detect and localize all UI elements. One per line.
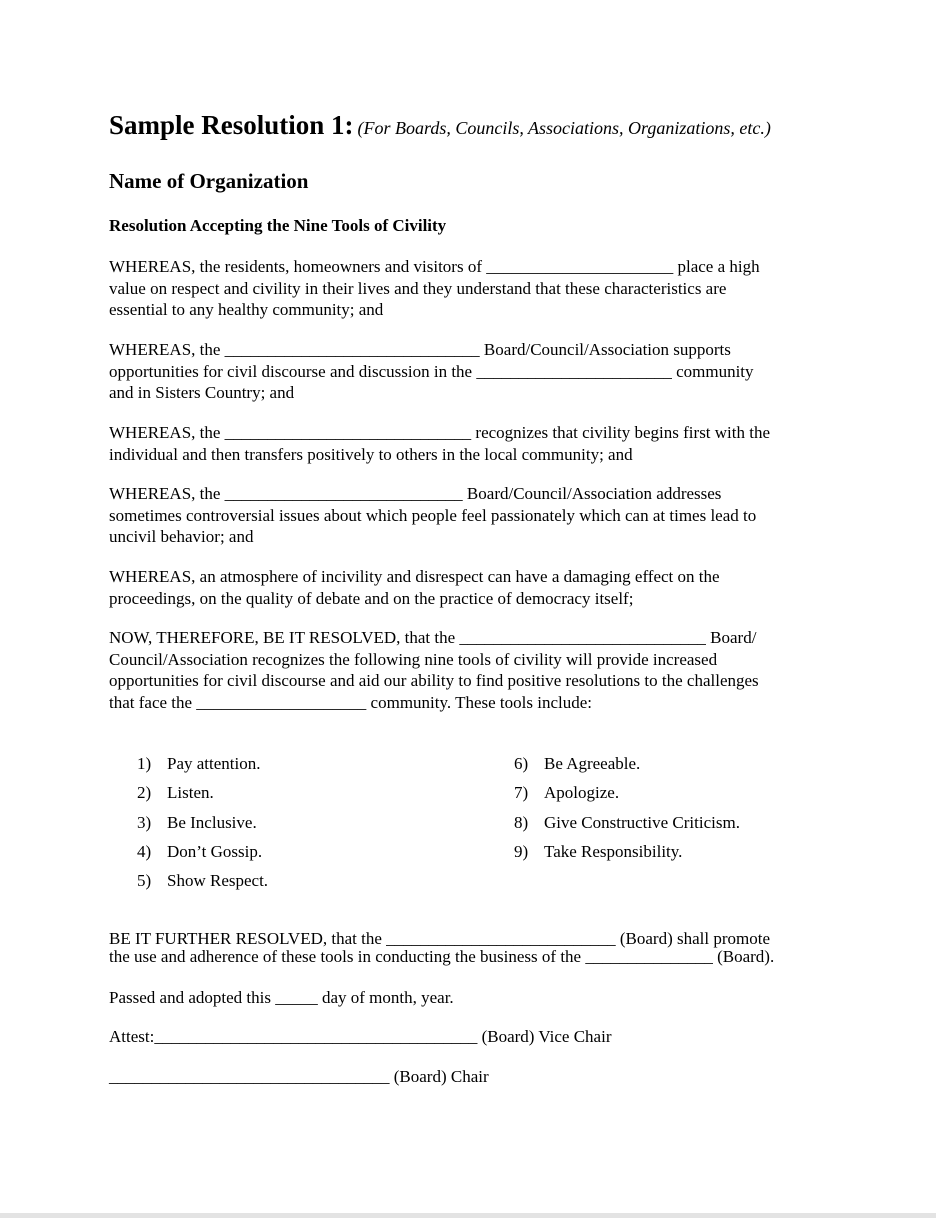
tool-item (137, 782, 214, 803)
paragraph-line: WHEREAS, an atmosphere of incivility and disrespect can have a damaging effect on the (109, 567, 720, 586)
tool-text: Give Constructive Criticism. (544, 813, 740, 832)
tool-text: Apologize. (544, 783, 620, 802)
paragraph-line: WHEREAS, the residents, homeowners and visitors of ______________________ place a high (109, 257, 760, 276)
tool-item (137, 841, 262, 862)
tool-text: Take Responsibility. (544, 842, 683, 861)
paragraph-line: and in Sisters Country; and (109, 383, 295, 403)
resolution-heading: Resolution Accepting the Nine Tools of Civility (109, 216, 447, 235)
paragraph-line: that face the ____________________ community. These tools include: (109, 692, 592, 712)
tool-item (514, 841, 682, 862)
attest-line: Attest:______________________________________ (Board) Vice Chair (109, 1027, 612, 1046)
passed-line: Passed and adopted this _____ day of month, year. (109, 988, 454, 1007)
tool-number: 4) (137, 842, 152, 861)
page-title (109, 110, 771, 141)
paragraph-line: opportunities for civil discourse and aid our ability to find positive resolutions to the challenges (109, 671, 759, 691)
chair-signature-line: _________________________________ (Board) Chair (109, 1067, 489, 1086)
paragraph-line: NOW, THEREFORE, BE IT RESOLVED, that the _____________________________ Board/ (109, 628, 757, 647)
organization-heading: Name of Organization (109, 169, 309, 193)
title-subtitle: (For Boards, Councils, Associations, Organizations, etc.) (357, 118, 771, 138)
paragraph-line: proceedings, on the quality of debate and on the practice of democracy itself; (109, 588, 634, 608)
tool-number: 7) (514, 783, 529, 802)
tool-text: Pay attention. (167, 754, 261, 773)
tool-text: Be Agreeable. (544, 754, 641, 773)
paragraph-line: value on respect and civility in their lives and they understand that these characteristics are (109, 278, 727, 298)
paragraph-line: WHEREAS, the _____________________________ recognizes that civility begins first with the (109, 423, 771, 442)
further-line-1: BE IT FURTHER RESOLVED, that the ___________________________ (Board) shall promote (109, 929, 770, 948)
tool-number: 8) (514, 813, 529, 832)
tool-item (137, 870, 268, 891)
tool-text: Don’t Gossip. (167, 842, 263, 861)
tool-text: Be Inclusive. (167, 813, 257, 832)
tool-text: Show Respect. (167, 871, 269, 890)
paragraph-line: individual and then transfers positively to others in the local community; and (109, 444, 633, 464)
paragraph-line: uncivil behavior; and (109, 527, 254, 547)
tool-number: 3) (137, 813, 152, 832)
paragraph-line: sometimes controversial issues about which people feel passionately which can at times lead to (109, 505, 757, 525)
paragraph-line: opportunities for civil discourse and discussion in the _______________________ community (109, 361, 754, 381)
tool-number: 2) (137, 783, 152, 802)
tool-text: Listen. (167, 783, 214, 802)
tool-number: 1) (137, 754, 152, 773)
paragraph-line: WHEREAS, the ______________________________ Board/Council/Association supports (109, 340, 731, 359)
tool-item (137, 812, 257, 833)
tool-number: 5) (137, 871, 152, 890)
tool-item (514, 812, 740, 833)
paragraph-line: essential to any healthy community; and (109, 300, 384, 320)
page-bottom-edge (0, 1213, 936, 1218)
tool-number: 6) (514, 754, 529, 773)
tool-item (137, 753, 260, 774)
tool-item (514, 782, 619, 803)
paragraph-line: WHEREAS, the ____________________________ Board/Council/Association addresses (109, 484, 722, 503)
paragraph-line: Council/Association recognizes the following nine tools of civility will provide increased (109, 649, 718, 669)
title-main: Sample Resolution 1: (109, 110, 354, 140)
tool-item (514, 753, 640, 774)
tool-number: 9) (514, 842, 529, 861)
further-line-2: the use and adherence of these tools in conducting the business of the _______________ (Board). (109, 947, 775, 966)
